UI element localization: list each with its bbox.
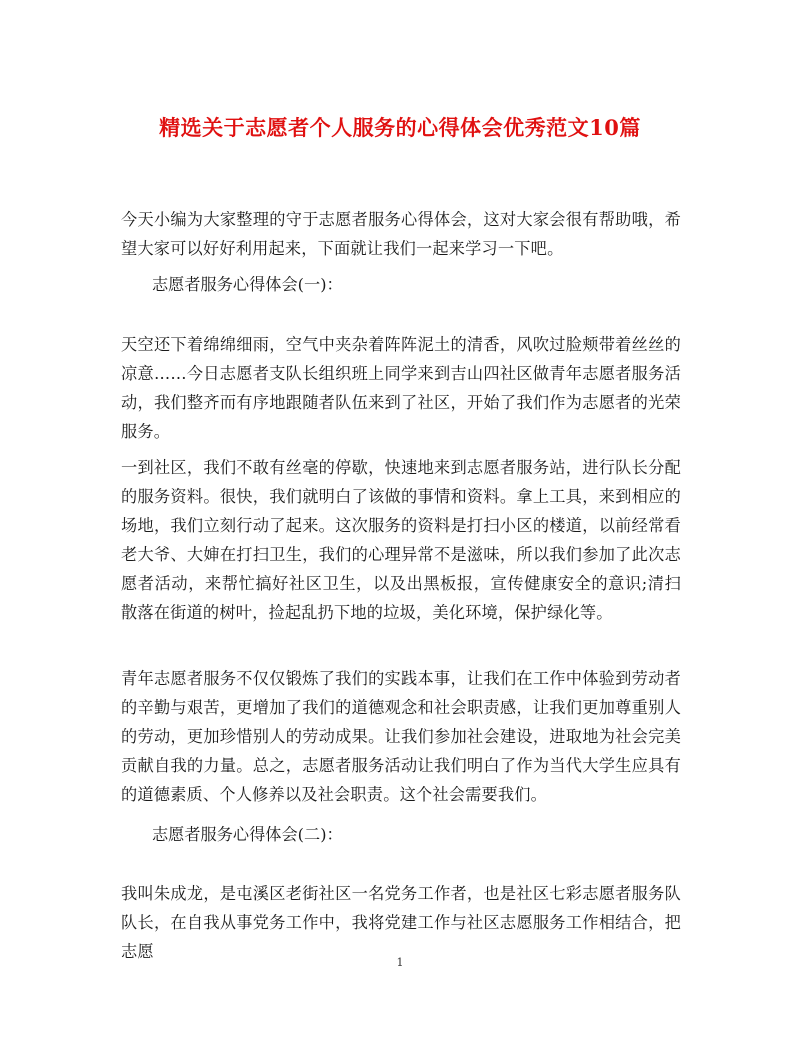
- section-heading-2: 志愿者服务心得体会(二)：: [152, 825, 343, 844]
- paragraph-2: 一到社区，我们不敢有丝毫的停歇，快速地来到志愿者服务站，进行队长分配的服务资料。很快，我们就明白了该做的事情和资料。拿上工具，来到相应的场地，我们立刻行动了起来。这次服务的资料是打扫小区的楼道，以前经常看老大爷、大婶在打扫卫生，我们的心理异常不是滋味，所以我们参加了此次志愿者活动，来帮忙搞好社区卫生，以及出黑板报，宣传健康安全的意识;清扫散落在街道的树叶，捡起乱扔下地的垃圾，美化环境，保护绿化等。: [121, 458, 681, 622]
- page-number: 1: [396, 956, 404, 969]
- paragraph-1: 天空还下着绵绵细雨，空气中夹杂着阵阵泥土的清香，风吹过脸颊带着丝丝的凉意……今日志愿者支队长组织班上同学来到吉山四社区做青年志愿者服务活动，我们整齐而有序地跟随者队伍来到了社区，开始了我们作为志愿者的光荣服务。: [121, 335, 681, 441]
- paragraph-3: 青年志愿者服务不仅仅锻炼了我们的实践本事，让我们在工作中体验到劳动者的辛勤与艰苦，更增加了我们的道德观念和社会职责感，让我们更加尊重别人的劳动，更加珍惜别人的劳动成果。让我们参加社会建设，进取地为社会完美贡献自我的力量。总之，志愿者服务活动让我们明白了作为当代大学生应具有的道德素质、个人修养以及社会职责。这个社会需要我们。: [121, 669, 681, 804]
- page-title: 精选关于志愿者个人服务的心得体会优秀范文10篇: [159, 115, 641, 140]
- intro-paragraph: 今天小编为大家整理的守于志愿者服务心得体会，这对大家会很有帮助哦，希望大家可以好好利用起来，下面就让我们一起来学习一下吧。: [121, 210, 681, 258]
- paragraph-4: 我叫朱成龙，是屯溪区老街社区一名党务工作者，也是社区七彩志愿者服务队队长，在自我从事党务工作中，我将党建工作与社区志愿服务工作相结合，把志愿: [121, 884, 681, 961]
- section-heading-1: 志愿者服务心得体会(一)：: [152, 275, 343, 294]
